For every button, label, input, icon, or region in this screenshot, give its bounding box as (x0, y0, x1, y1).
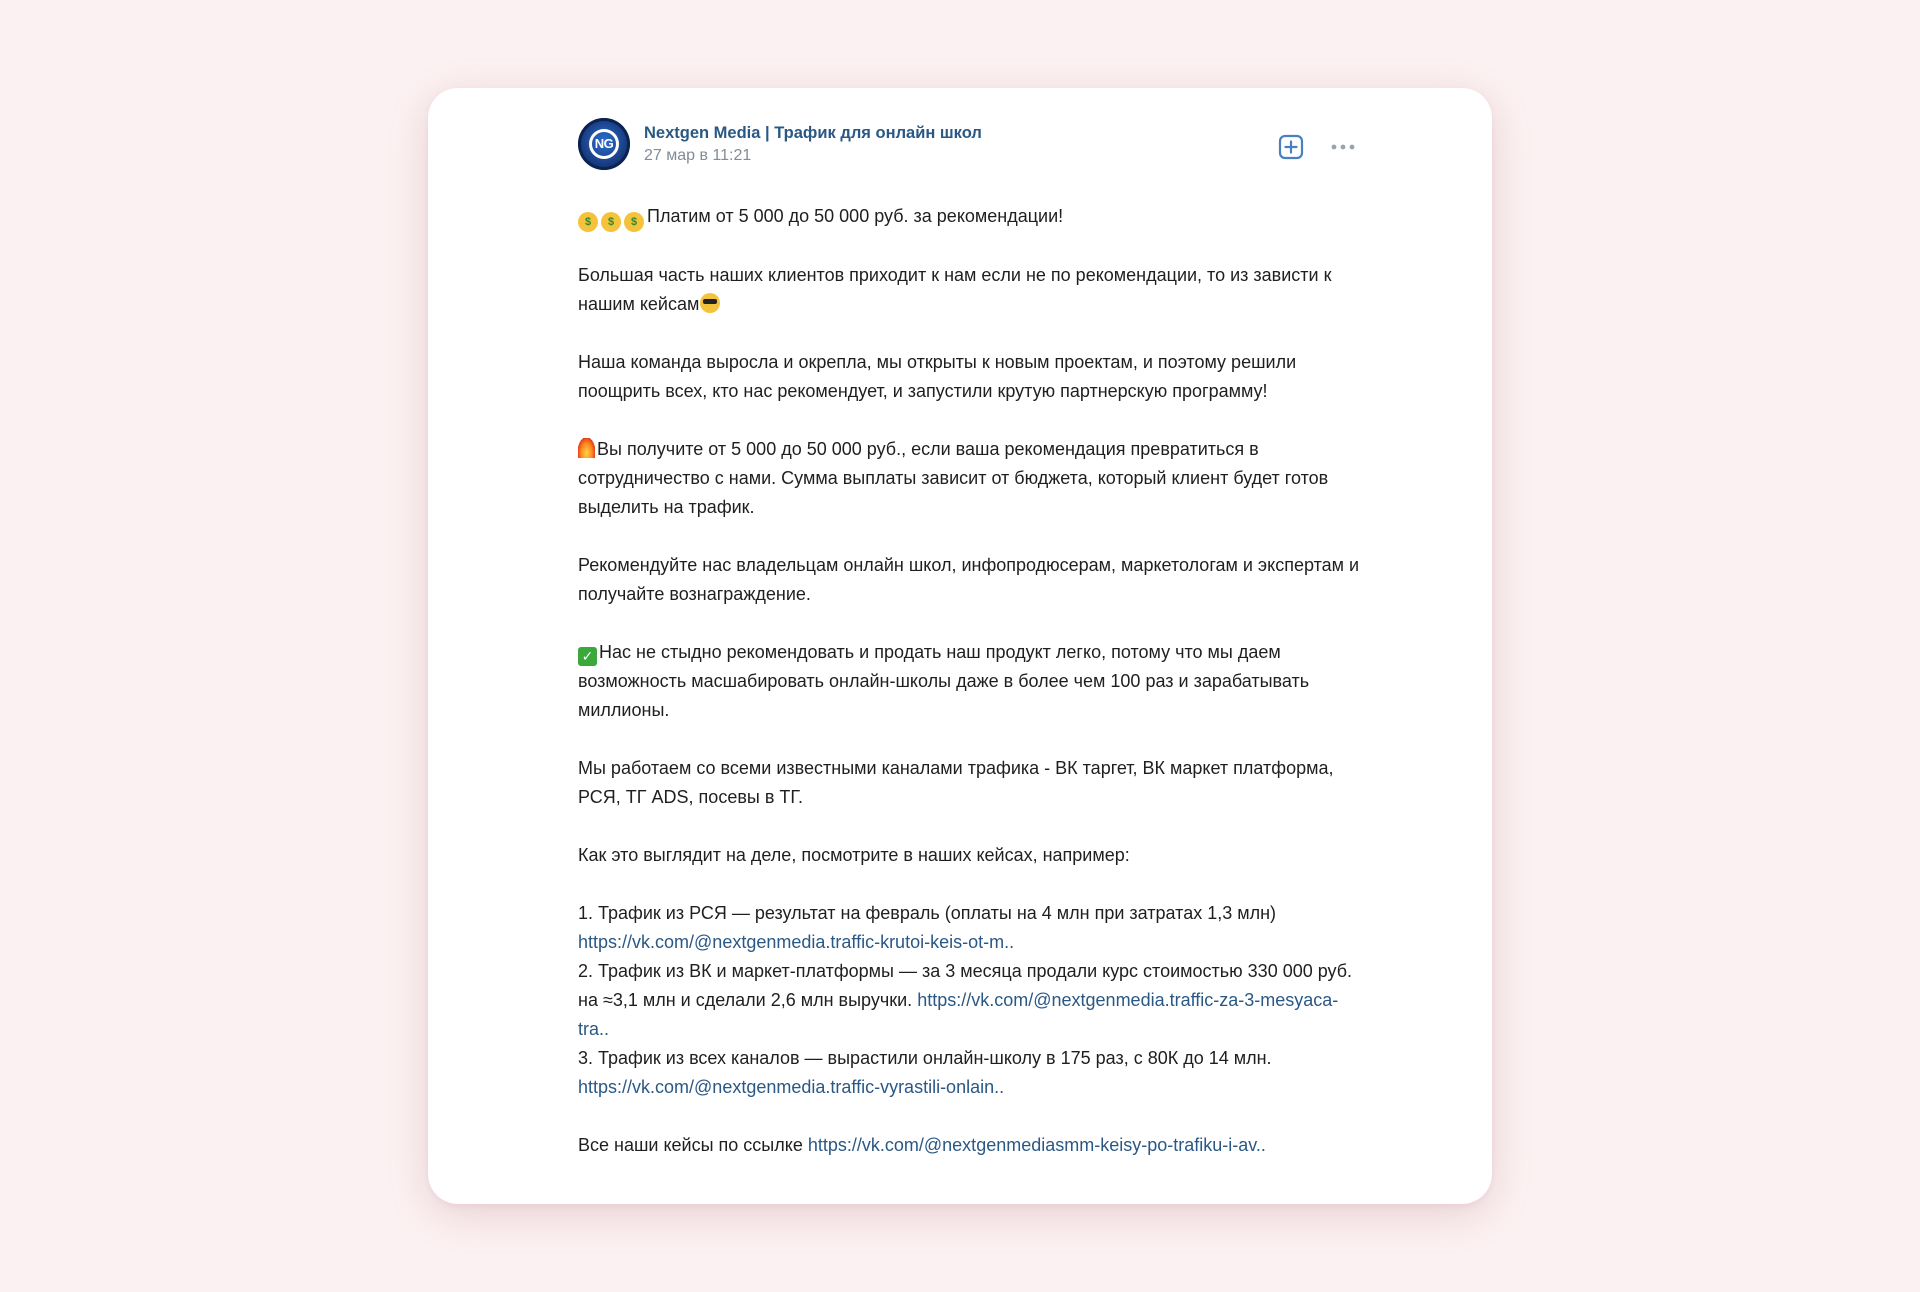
case-link[interactable]: https://vk.com/@nextgenmedia.traffic-krutoi-keis-ot-m.. (578, 932, 1015, 952)
post-paragraph-6 (578, 638, 1368, 725)
case-text: 3. Трафик из всех каналов — вырастили онлайн-школу в 175 раз, с 80К до 14 млн. (578, 1048, 1272, 1068)
author-name[interactable]: Nextgen Media | Трафик для онлайн школ (644, 124, 982, 142)
post-paragraph-3 (578, 348, 1368, 406)
post-paragraph-1 (578, 202, 1368, 232)
post-date[interactable]: 27 мар в 11:21 (644, 147, 752, 164)
more-horizontal-icon (1330, 136, 1356, 158)
case-link[interactable]: https://vk.com/@nextgenmedia.traffic-za-3-mesyaca-tra.. (578, 990, 1339, 1039)
all-cases-text: Все наши кейсы по ссылке (578, 1135, 803, 1155)
all-cases-link[interactable]: https://vk.com/@nextgenmediasmm-keisy-po-trafiku-i-av.. (807, 1135, 1266, 1155)
check-mark-emoji-icon: ✓ (578, 647, 597, 666)
all-cases-line (578, 1131, 1368, 1160)
post-paragraph-7 (578, 754, 1368, 812)
post-paragraph-4 (578, 435, 1368, 522)
post-paragraph-2 (578, 261, 1368, 319)
post-card (428, 88, 1492, 1204)
paragraph-text: Нас не стыдно рекомендовать и продать наш продукт легко, потому что мы даем возможность масшабировать онлайн-школы даже в более чем 100 раз и зарабатывать миллионы. (578, 642, 1310, 720)
add-to-bookmarks-button[interactable] (1278, 134, 1304, 160)
post-header (578, 118, 1358, 174)
paragraph-text: Как это выглядит на деле, посмотрите в наших кейсах, например: (578, 845, 1130, 865)
money-face-emoji-icon: $ (578, 212, 598, 232)
case-text: 1. Трафик из РСЯ — результат на февраль (оплаты на 4 млн при затратах 1,3 млн) (578, 903, 1277, 923)
paragraph-text: Наша команда выросла и окрепла, мы открыты к новым проектам, и поэтому решили поощрить всех, кто нас рекомендует, и запустили крутую партнерскую программу! (578, 352, 1297, 401)
sunglasses-emoji-icon (700, 293, 720, 313)
avatar-monogram: NG (594, 136, 614, 151)
paragraph-text: Вы получите от 5 000 до 50 000 руб., если ваша рекомендация превратиться в сотрудничество с нами. Сумма выплаты зависит от бюджета, который клиент будет готов выделить на трафик. (578, 439, 1329, 517)
post-paragraph-5 (578, 551, 1368, 609)
paragraph-text: Рекомендуйте нас владельцам онлайн школ, инфопродюсерам, маркетологам и экспертам и получайте вознаграждение. (578, 555, 1360, 604)
fire-emoji-icon (578, 438, 595, 458)
cases-list (578, 899, 1368, 1102)
avatar[interactable] (578, 118, 630, 170)
paragraph-text: Платим от 5 000 до 50 000 руб. за рекомендации! (647, 206, 1064, 226)
money-face-emoji-icon: $ (624, 212, 644, 232)
post-paragraph-8 (578, 841, 1368, 870)
case-link[interactable]: https://vk.com/@nextgenmedia.traffic-vyrastili-onlain.. (578, 1077, 1005, 1097)
paragraph-text: Мы работаем со всеми известными каналами трафика - ВК таргет, ВК маркет платформа, РСЯ, ТГ ADS, посевы в ТГ. (578, 758, 1334, 807)
more-options-button[interactable] (1330, 136, 1356, 158)
post-text (578, 202, 1368, 1160)
paragraph-text: Большая часть наших клиентов приходит к нам если не по рекомендации, то из зависти к нашим кейсам (578, 265, 1332, 314)
case-text: 2. Трафик из ВК и маркет-платформы — за 3 месяца продали курс стоимостью 330 000 руб. на ≈3,1 млн и сделали 2,6 млн выручки. (578, 961, 1353, 1010)
money-face-emoji-icon: $ (601, 212, 621, 232)
plus-square-icon (1278, 134, 1304, 160)
